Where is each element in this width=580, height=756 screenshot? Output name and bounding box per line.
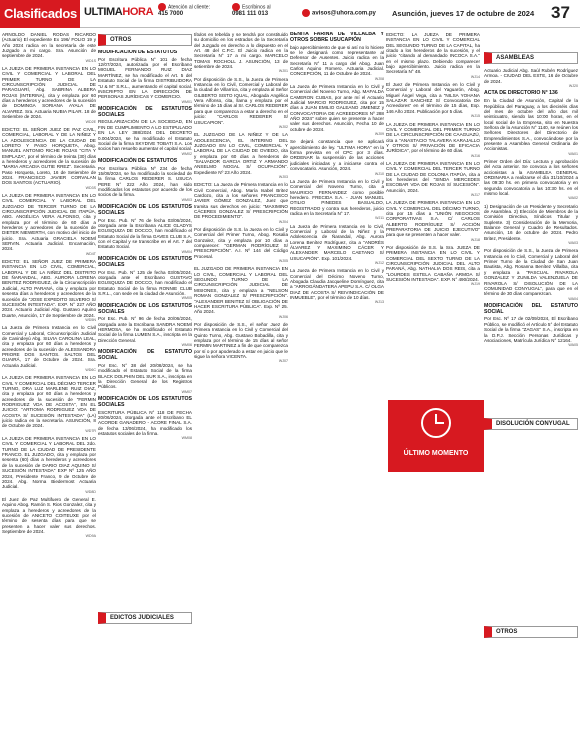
ad-body: Por Escritura Pública N° 101 de fecha 12/07/2024, autorizada por el Escribano MIGUEL FERNANDO RUIZ DIAZ MARTÍNEZ, se ha modificado el Art. 5 del Estatuto Social de la firma DISTRIBUIDORA "U & M" S.R.L., aumentando el capital social. INSCRIPTO EN LA DIRECCIÓN DE PERSONAS JURÍDICAS Y COMERCIO. bbox=[98, 56, 192, 100]
classified-ad bbox=[98, 397, 192, 442]
ad-body: LA JUEZA DE PRIMERA INSTANCIA EN LO CIVIL Y COMERCIAL Y LABORAL DEL PRIMER TURNO DE LA CIRCUNSCRIPCIÓN JUDICIAL DE PARAGUARÍ, Abg. SABRINA ALBERA ROJAS (INTERINA), cita y emplaza por 60 días a herederos y acreedores de la sucesión de DOMINGA SORIANA AYALA DE ALVAREZ. Sra. Actuaria NUBIA PILAR. 18 de Setiembre de 2024. bbox=[2, 66, 96, 120]
ad-code: WJ02 bbox=[278, 124, 288, 129]
ad-code: WJ01 bbox=[278, 69, 288, 74]
column-6-top bbox=[484, 32, 578, 52]
ad-heading: MODIFICACIÓN DE ESTATUTOS bbox=[98, 157, 178, 164]
classified-ad bbox=[194, 266, 288, 319]
ad-code: WJ10 bbox=[374, 171, 384, 176]
logo-part-a: ULTIMA bbox=[84, 6, 123, 18]
clock-icon bbox=[421, 408, 451, 438]
classified-ad bbox=[484, 159, 578, 202]
classified-ad bbox=[386, 82, 480, 119]
ad-code: WJ12 bbox=[374, 261, 384, 265]
ad-body: EDICTO: La Jueza de Primera Instancia en lo Civil Comercial, Abog. María Isabel Britez Cardozo, cita a los señores FRANCISCO JAVIER GÓMEZ GONZALEZ, Juez que tramita sus derechos en juicio: "MAXIMINO CÁCERES GONZALEZ S/ PRESCRIPCIÓN DE PROCEDIMIENTO". bbox=[194, 182, 288, 220]
section-title: Clasificados bbox=[0, 0, 80, 28]
ad-code: WM02 bbox=[181, 151, 192, 156]
ad-code: WM03 bbox=[181, 197, 192, 202]
classified-ad bbox=[98, 304, 192, 349]
ad-body: Se dejará constancia que se aplicará apercibimiento de ley. "ULTIMA HORA" en la forma prevista en el CPC por 3 días. ORDENAR la suspensión de las acciones judiciales iniciadas y a iniciarse contra el convocatario. Asunción, 2024. bbox=[290, 139, 384, 172]
classified-ad bbox=[484, 91, 578, 157]
ad-body: ESCRITURA PÚBLICA N° 118 DE FECHA 20/06/2024, otorgada ante el Escribano EL ACORDE GANADERO - ACORE FINAL S.A. de fecha 13/06/2024, ha modificado los estatutos sociales de la firma. bbox=[98, 409, 192, 437]
ad-body: LA JUEZA DE PRIMERA INSTANCIA EN LO CIVIL Y COMERCIAL DEL DÉCIMO TURNO, cita por 15 días a "UNIÓN NEGOCIOS CORPORATIVAS S.A. C/ CARLOS ALBERTO RODRÍGUEZ S/ ACCIÓN PREPARATORIA DE JUICIO EJECUTIVO" para que se presenten a hacer valer. bbox=[386, 200, 480, 238]
ad-heading: MODIFICACIÓN DE LOS ESTATUTOS SOCIALES bbox=[98, 302, 192, 315]
ad-heading: MODIFICACIÓN DE LOS ESTATUTOS SOCIALES bbox=[98, 204, 192, 216]
contact-phone: Atención al cliente: 415 7000 bbox=[158, 4, 210, 17]
ad-code: WA02 bbox=[568, 196, 578, 201]
ad-code: WD2E bbox=[85, 119, 96, 124]
ad-code: WD4T bbox=[85, 251, 96, 256]
ad-code: WM08 bbox=[181, 436, 192, 441]
newspaper-logo bbox=[84, 6, 153, 18]
ad-code: WJ08 bbox=[374, 76, 384, 81]
ad-code: WJ15 bbox=[470, 114, 480, 119]
classified-ad bbox=[290, 179, 384, 222]
classified-ad bbox=[2, 436, 96, 495]
ad-body: Actuario Judicial Abg. Saúl Rubén Rodríguez Armoa. - CIUDAD DEL ESTE, 16 de Octubre de 2024. bbox=[484, 68, 578, 84]
classified-ad bbox=[386, 161, 480, 198]
ad-body: LA JUEZA DE PRIMERA INSTANCIA EN LO CIVIL Y COMERCIAL Y LABORAL DEL 2do. TURNO DE LA CIUDAD DE PRESIDENTE FRANCO. EL JUZGADO, cita y emplaza por sesenta (60) días a herederos y acreedores de la sucesión de DARIO DIAZ AQUINO S/ SUCESIÓN INTESTADA" EXP Nº 125 AÑO 2024, Presidente Franco, 9 de Octubre de 2024. Abg. Norma Biedermost Actuaria Judicial. bbox=[2, 436, 96, 490]
classified-ad bbox=[386, 122, 480, 159]
classified-ad bbox=[290, 84, 384, 137]
ad-body: Por Esc. Pub. N° 96 de fecha 20/06/2024, otorgada ante la Escribana SANDRA NOEMÍ HERMOSA, se ha modificado el Estatuto Social de la firma LUMEN S.A., inscripta en la Dirección General. bbox=[98, 316, 192, 343]
classified-ad bbox=[98, 50, 192, 105]
classified-ad bbox=[194, 32, 288, 75]
classified-ad bbox=[98, 205, 192, 255]
classified-ad bbox=[2, 497, 96, 540]
classified-ad bbox=[194, 227, 288, 264]
classified-ad bbox=[2, 127, 96, 191]
classified-ad bbox=[484, 304, 578, 349]
ad-code: WD8D bbox=[85, 489, 96, 494]
ad-code: WJ19 bbox=[470, 282, 480, 287]
contact-phone-number[interactable]: 415 7000 bbox=[158, 11, 184, 17]
ad-body: Por Esc. Pub. N° 76 de fecha 03/06/2024, otorgada ante la Escribana ALICE GLADYS EGUSQUIZA DE DOCCO, han modificado el Estatuto Social de la firma GAVES CLUB S.A. con el Capital y se transcribe en el Art. 7 del Estatuto Social. bbox=[98, 217, 192, 250]
classified-ad bbox=[98, 257, 192, 302]
ad-body: En la Ciudad de Asunción, Capital de la República del Paraguay, a los dieciséis días del mes de octubre del año dos mil veinticuatro, siendo las 10:00 horas, en el local social de la Empresa, sito en Nuestra Señora de la Asunción N° 1140, se reúnen los Señores Directores del Directorio de Emprendimientos S.A., convocándose por la presente a Asamblea General Ordinaria de Accionistas. bbox=[484, 98, 578, 152]
classified-ad bbox=[2, 375, 96, 434]
classified-ad bbox=[290, 139, 384, 176]
section-header-otros: OTROS bbox=[98, 34, 192, 46]
section-header-edictos: EDICTOS JUDICIALES bbox=[98, 612, 192, 624]
classified-ad bbox=[194, 132, 288, 180]
ad-body: EDICTO: EL SEÑOR JUEZ DE PRIMERA INSTANCIA EN LO CIVIL, COMERCIAL, LABORAL Y DE LA NIÑEZ DEL DISTRITO DE ÑARANDAL, ABG. AURORA LORENA BENITEZ RODRIGUEZ, de la Circunscripción Judicial, ALTO PARANÁ, cita y emplaza por sesenta días a herederos y acreedores de la sucesión de "JOSE EXPEDITO SILVERIO S/ SUCESIÓN INTESTADA". EXP. N° 227 AÑO 2024. Actuario Judicial Abg. Gustavo Aquino Duarte, Asunción, 17 de Septiembre de 2024. bbox=[2, 259, 96, 318]
ad-body: EL JUZGADO DE PRIMERA INSTANCIA EN LO CIVIL, COMERCIAL Y LABORAL DEL SEGUNDO TURNO DE LA CIRCUNSCRIPCIÓN JUDICIAL DE MISIONES, cita y emplaza a "NELSON ROMAN GONZALEZ S/ PRESCRIPCIÓN". "ALEXANDER BENITEZ S/ OBLIGACIÓN DE HACER ESCRITURA PÚBLICA". Exp. Nº 25. Año 2024. bbox=[194, 266, 288, 315]
column-5 bbox=[386, 32, 480, 396]
ad-code: WJ14 bbox=[470, 74, 480, 79]
ad-body: LA JUEZA DE PRIMERA INSTANCIA EN LO CIVIL COMERCIAL Y LABORAL DEL JUZGADO DE TERCER TURNO DE LA CIRCUNSCRIPCIÓN JUDICIAL DE ITAPÚA, ABG. ANGÉLICA VERA ALFONSO, cita y emplaza por el término de 60 días a herederos y acreedores de la sucesión de DIETER NIEWERTH, con motivo del inicio de juicio. Sra. Actuaria GRACIELA NOEMÍ SERVIN. Actuaria Judicial. Encarnación, 2024. bbox=[2, 192, 96, 252]
section-header-disolucion: DISOLUCIÓN CONYUGAL bbox=[484, 418, 578, 430]
ad-code: WD7R bbox=[85, 428, 96, 433]
classified-ad bbox=[2, 193, 96, 257]
ad-body: EDICTO: EL SEÑOR JUEZ DE PAZ CIVIL, COMERCIAL, LABORAL Y DE LA NIÑEZ Y LA ADOLESCENCIA DE LA CIUDAD DE LORETO Y PASO HORQUETA, Abog. MANUEL ANTONIO RICHE ROJAS "CITA Y EMPLAZA", por el término de treinta (30) días a herederos y acreedores de la sucesión de "MARIA ARCADIA GUTIE RREZ". Secretaria. Paso Horqueta, Loreto, 16 de Setiembre de 2024. FRANCISCO JAVIER CORVALAN DOS SANTOS (ACTUARIO). bbox=[2, 126, 96, 186]
classified-ad bbox=[386, 200, 480, 243]
ad-heading: ACTA DE DIRECTORIO N° 136 bbox=[484, 90, 558, 97]
column-1 bbox=[2, 32, 96, 754]
ad-body: La Jueza de Primera Instancia en lo Civil, Comercial y Laboral de la Niñez y la Adolescencia de Ñarandal, Abg. Aurora Lorena Benítez Rodríguez, cita a "ANDRÉS ÁLVAREZ Y MAXIMINO CÁCER Y ALEXANDER MARCELO CAETANO S/ USUCAPIÓN". Exp. 101/2024. bbox=[290, 223, 384, 261]
ultimo-momento-label: ÚLTIMO MOMENTO bbox=[403, 450, 469, 457]
column-6 bbox=[484, 68, 578, 754]
ad-heading: MODIFICACIÓN DE LOS ESTATUTOS SOCIALES bbox=[98, 396, 192, 408]
ad-code: WA04 bbox=[568, 296, 578, 301]
section-header-otros-2: OTROS bbox=[484, 626, 578, 638]
phone-icon bbox=[158, 3, 166, 11]
ad-code: WJ11 bbox=[375, 216, 384, 221]
classified-ad bbox=[194, 322, 288, 365]
classified-ad bbox=[98, 107, 192, 157]
ad-code: WJ16 bbox=[470, 153, 480, 158]
ad-body: La Jueza de Primera Instancia en lo Civil y Comercial del Noveno Turno, Abg. MAFALDA CAMERON CUBAS, por ante mí el Actuario Judicial MARCIO RODRIGUEZ, cita por 15 días a JUAN EMILIO GALEANO JIMENEZ y CONVOCATORIA DE ACREEDORES Nº 288 AÑO 2024" sobre quien se presente a hacer valer sus derechos. Asunción, Fecha 10 de octubre de 2024. bbox=[290, 84, 384, 132]
classified-ad bbox=[2, 32, 96, 64]
ad-body: LA JUEZA DE PRIMERA INSTANCIA EN LO CIVIL Y COMERCIAL DEL TERCER TURNO DE LA CIUDAD DE COLONIA ITAPÚA, cita a los herederos del "SINDA MERCEDES ESCOBAR VDA DE ROJAS S/ SUCESIÓN". Asunción, 2024. bbox=[386, 160, 480, 193]
ad-body: LA JUEZA DE PRIMERA INSTANCIA EN LO CIVIL Y COMERCIAL DEL DÉCIMO TERCER TURNO, DRA LUZ MARLENE RUIZ DIAZ, cita y emplaza por 60 días a herederos y acreedores de la sucesión de "FERMIN RODRIGUEZ VDA DE ACOSTA", EN EL JUICIO: "ARTIOMA RODRIGUEZ VDA DE ACOSTA S/ SUCESIÓN INTESTADA" (LA) juicio radica en la secretaría. ASUNCIÓN, 8 de Octubre de 2024. bbox=[2, 375, 96, 429]
ad-body: La Jueza de Primera Instancia en lo Civil Comercial y Laboral, Circunscripción Judicial de Canindeyú Abg. SILVIA CAROLINA LEAL, cita y emplaza por 60 días a herederos y acreedores de la sucesión de ALESSANDRA PRIORE DOS SANTOS. SALTOS DEL GUAIRÁ, 17 de Octubre de 2024. Sra. Actuaria Judicial. bbox=[2, 325, 96, 368]
ad-body: La Jueza de Primera Instancia en lo Civil y Comercial del Noveno Turno, cita a MAURICIO FERNANDEZ como posible heredero. FRECIDA S.A. - JUAN MANUEL OTILIO PINEDES BASUALDO, REGISTRADO y contra sus herederos, juicio radica en la Secretaría N° 17. bbox=[290, 178, 384, 216]
ad-heading: MODIFICACIÓN DE ESTATUTOS SOCIALES bbox=[98, 105, 192, 118]
ad-body: EDICTO: LA JUEZA DE PRIMERA INSTANCIA EN LO CIVIL Y COMERCIAL DEL SEGUNDO TURNO DE LA CAPITAL, ha citado a los herederos de la sucesión, y el juicio "citando al demandado INCOCA S.A." en el mismo plazo. Debiendo comparecer bajo apercibimiento. Juicio radica en la Secretaría N° 48. bbox=[386, 32, 480, 75]
ad-code: WA03 bbox=[568, 241, 578, 246]
classified-ad bbox=[290, 268, 384, 305]
contact-whatsapp-number[interactable]: 0981 111 013 bbox=[232, 11, 269, 17]
ad-code: WJ07 bbox=[278, 359, 288, 364]
ad-heading: MODIFICACIÓN DE ESTATUTOS bbox=[98, 50, 178, 55]
classified-ad bbox=[386, 245, 480, 288]
ad-code: WJ17 bbox=[470, 192, 480, 197]
ad-body: Por disposición de S.S. la Jueza en lo Civil y Comercial del Primer Turno, Abog. Rosalia Gonzalez, cita y emplaza por 10 días a comparecer: "GERMAN RODRÍGUEZ S/ PRESCRIPCIÓN". A.I. Nº 144 del Código Procesal. bbox=[194, 227, 288, 259]
ad-code: WA05 bbox=[568, 343, 578, 348]
contact-email bbox=[302, 9, 376, 17]
ad-body: EL JUZGADO DE LA NIÑEZ Y DE LA ADOLESCENCIA, EL INTERINO DEL JUZGADO EN LO CIVIL, COMERCIAL Y LABORAL DE LA CIUDAD DE OVIEDO, cita y emplaza por 60 días a herederos de "SALVADOR GARCIA ORTIZ Y ARMANDO ANSELMO NOGAL S/ OCUPACIÓN". Expediente Nº 23 Año 2024. bbox=[194, 132, 288, 175]
ad-code: WM04 bbox=[181, 249, 192, 254]
classified-ad bbox=[2, 66, 96, 125]
ad-body: El Juez de Paz Multifuero de General E. Aquino Abog. Ramón S. Rios Gonzalez, cita y emplaza a herederos y acreedores de la sucesión de ANICETO COITEUXE por el término de sesenta días para que se presenten a hacer valer sus derechos. Septiembre de 2024. bbox=[2, 496, 96, 534]
ad-heading: BENITA FARIÑA DE VILLALBA Y OTROS SOBRE USUCAPIÓN bbox=[290, 32, 384, 43]
classified-ad bbox=[98, 159, 192, 203]
ad-heading: MODIFICACIÓN DEL ESTATUTO SOCIAL bbox=[484, 302, 578, 315]
classified-ad bbox=[194, 77, 288, 130]
ad-code: WM05 bbox=[181, 296, 192, 301]
page-header bbox=[0, 0, 580, 28]
ad-code: WD9A bbox=[85, 534, 96, 539]
classified-ad bbox=[194, 182, 288, 225]
column-4 bbox=[290, 32, 384, 754]
ad-body: Por disposición de S.S., la Jueza de Primera Instancia en lo Civil, Comercial y Laboral del Primer Turno de la Ciudad de San Juan Bautista, Abg. Rosanna Benítez Villalba, cita y emplaza a "PASCUAL RIVAROLA GONZALEZ Y ZUNILDA VALENZUELA DE RIVAROLA S/ DISOLUCIÓN DE LA COMUNIDAD CONYUGAL", para que en el término de 30 días comparezcan. bbox=[484, 248, 578, 297]
page-number: 37 bbox=[551, 3, 570, 22]
ad-code: WD3S bbox=[85, 185, 96, 190]
ad-code: WM01 bbox=[181, 99, 192, 104]
classified-ad bbox=[386, 32, 480, 80]
ad-heading: MODIFICACIÓN DE LOS ESTATUTOS SOCIALES bbox=[98, 256, 192, 268]
email-icon bbox=[302, 9, 310, 17]
ad-body: Por Esc. Nº 17 de 02/09/2024, El Escribano Público, se modificó el Artículo 5° del Estatuto Social de la firma "ZAGAS" S.A., inscripta en la D.P.J. Sección Personas Jurídicas y Asociaciones, Matrícula Jurídica N° 12164. bbox=[484, 316, 578, 343]
classified-ad bbox=[98, 350, 192, 395]
whatsapp-icon bbox=[232, 3, 240, 11]
edition-date: Asunción, jueves 17 de octubre de 2024 bbox=[392, 9, 535, 18]
ad-body: Por Escritura Pública Nº 234 de fecha 15/08/2024, se ha modificado la sociedad de la firma CARLOS REDERER S. USUCA PERE N° 222 Año 2024, han sido modificados los estatutos por acuerdo de los socios de la firma. bbox=[98, 165, 192, 198]
contact-whatsapp: Escríbinos al 0981 111 013 bbox=[232, 4, 271, 17]
ad-code: WM07 bbox=[181, 389, 192, 394]
ultimo-momento-banner bbox=[388, 400, 484, 472]
ad-body: Por disposición de S.S., el señor Juez de Primera Instancia en lo Civil y Comercial del Quinto Turno, Abg. Gustavo Bobadilla, cita y emplaza por el término de 15 días al señor FERMIN MARTINEZ a fin de que comparezca por sí o por apoderado a estar en juicio que le sigue la señora VICENTA. bbox=[194, 321, 288, 359]
ad-code: WJ09 bbox=[374, 132, 384, 137]
ad-code: WJ18 bbox=[470, 237, 480, 242]
ad-code: WJ13 bbox=[374, 300, 384, 305]
classified-ad bbox=[290, 32, 384, 82]
ad-code: WJ04 bbox=[278, 219, 288, 224]
ad-code: WJ03 bbox=[278, 174, 288, 179]
ad-code: WM06 bbox=[181, 343, 192, 348]
ad-code: WA01 bbox=[568, 151, 578, 156]
ad-body: El Juez de Primera Instancia en lo Civil y Comercial y Laboral del Yaguarón, Abog. Miguel Ángel Vega, cita a "NILSA YOHANA SALAZAR SANCHEZ S/ Convocatoria De Acreedores" en el término de 15 días, Exp. 146 Año 2024. Publicación por 5 días. bbox=[386, 82, 480, 114]
column-3 bbox=[194, 32, 288, 754]
column-2 bbox=[98, 50, 192, 754]
classified-ad bbox=[2, 325, 96, 373]
ad-body: LA JUEZA DE PRIMERA INSTANCIA EN LO CIVIL Y COMERCIAL DEL PRIMER TURNO DE LA CIRCUNSCRIPCIÓN DE CAAGUAZÚ, cita a "ANASTACIO TALAVERA KARAJALLO Y OTROS S/ PRIVACIÓN DE EFICACIA JURÍDICA", por el término de 60 días. bbox=[386, 121, 480, 154]
ad-body: REGULARIZACIÓN DE LA SOCIEDAD, EN FIN DE CUMPLIMIENTO A LO ESTIPULADO EN LA LEY 388/2024 DEL DECRETO 0.004/2024, se ha modificado el Estatuto Social de la firma SKYDIVE TOBATI S.A. Los socios han resuelto aumentar el capital social. bbox=[98, 119, 192, 152]
ad-code: WD6C bbox=[85, 367, 96, 372]
ad-body: Primer Orden del Día: Lectura y aprobación del Acta anterior. Se convoca a los señores accionistas a la ASAMBLEA GENERAL ORDINARIA a realizarse el día 31/10/2024 a las 09:30 hs. en primera convocatoria y en segunda convocatoria a las 10:30 hs. en el mismo local. bbox=[484, 158, 578, 197]
ad-body: títulos en tebelda y se tendrá por constituido su domicilio en los estrados de la Secretaría del Juzgado en derecho a lo dispuesto en el Art. 48 del C.P.C. El Juicio radica en la Secretaría N° 17 a mi cargo. MARCELO TOMAS ROCHOLL J. ASUNCIÓN, 13 de setiembre de 2024. bbox=[194, 32, 288, 70]
contact-email-address[interactable]: avisos@uhora.com.py bbox=[312, 10, 376, 17]
ad-body: 1) Designación de un Presidente y Secretario de Asamblea. 2) Elección de Miembros de la Comisión Directiva, Síndicos Titular y Suplente. 3) Consideración de la Memoria, Balance General y Cuadro de Resultados. Asunción, 16 de octubre de 2024. Pedro Britez, Presidente. bbox=[484, 203, 578, 241]
classified-ad bbox=[484, 204, 578, 247]
ad-code: WD1S bbox=[85, 58, 96, 63]
classified-ad bbox=[484, 248, 578, 301]
ad-body: Por Esc. Pub. N° 125 de fecha 03/05/2024, otorgada ante el Escribano GUSTAVO EGUSQUIZA DE DOCCO, han modificado el Estatuto Social de la firma RONNIE CLUB S.R.L., con sede en la ciudad de Asunción. bbox=[98, 269, 192, 297]
ad-body: Por Esc. N° 38 del 20/08/2024, se ha modificado el Estatuto Social de la firma BLACK DOLPHIN DEL SUR S.A., inscripta en la Dirección General de los Registros Públicos. bbox=[98, 363, 192, 390]
classified-ad bbox=[484, 68, 578, 89]
ad-code: WJ05 bbox=[278, 259, 288, 264]
ad-body: Por disposición de S.S., la Jueza de Primera Instancia en lo Civil, Comercial y Laboral de la ciudad de Villarrica, cita y emplaza al Señor GILBERTO SISTO IQUAL, Abogada Angélica Vera Alfonso, cita, llama y emplaza por el término de 15 días al Sr. CARLOS REDERER para que comparezca a estar a derecho en el juicio: "CARLOS REDERER S/ USUCAPION". bbox=[194, 76, 288, 125]
classified-ad bbox=[290, 224, 384, 267]
ad-code: WJ06 bbox=[278, 314, 288, 319]
ad-code: WJ20 bbox=[568, 84, 578, 89]
ad-heading: MODIFICACIÓN DE ESTATUTO SOCIAL bbox=[98, 349, 192, 362]
ad-code: WD5N bbox=[85, 317, 96, 322]
section-header-asambleas: ASAMBLEAS bbox=[484, 52, 578, 64]
classified-ad bbox=[2, 259, 96, 323]
ad-body: Por disposición de S.S. la Sra. JUEZA DE PRIMERA INSTANCIA EN LO CIVIL Y COMERCIAL DEL SEXTO TURNO DE LA CIRCUNSCRIPCIÓN JUDICIAL DEL ALTO PARANÁ, Abg. NATHALIA DOS REIS, cita a "LOURDES ESTELA CABAÑA ARMOA S/ SUCESIÓN INTESTADA". EXP. N° 490/2024. bbox=[386, 245, 480, 283]
ad-body: bajo apercibimiento de que si así no lo hiciere se le designará como representante al Defensor de Ausentes. Juicio radica en la Secretaría N° 11 a cargo del Abog. Juan Carlos Aquino Romero. Actuaria Judicial. CONCEPCIÓN, 11 de Octubre de 2024. bbox=[290, 44, 384, 77]
ad-body: La Jueza de Primera Instancia en lo Civil y Comercial del Décimo Noveno Turno, Abogada Claudia Jacqueline Domínguez, cita a "ARROGÁNDATERA APEPU S.A. C/ OLGA DIAZ DE ACOSTA S/ REIVINDICACIÓN DE INMUEBLE", por el término de 10 días. bbox=[290, 268, 384, 301]
logo-part-b: HORA bbox=[122, 6, 154, 18]
ad-body: ARNOLDO DANIEL RODAS RICARDO (Actuario) El expediente Ex 196/ FOLIO 19 y Año 2024 radica en la secretaría de este Juzgado a mi cargo. Sra. Asunción de septiembre de 2024. bbox=[2, 32, 96, 59]
